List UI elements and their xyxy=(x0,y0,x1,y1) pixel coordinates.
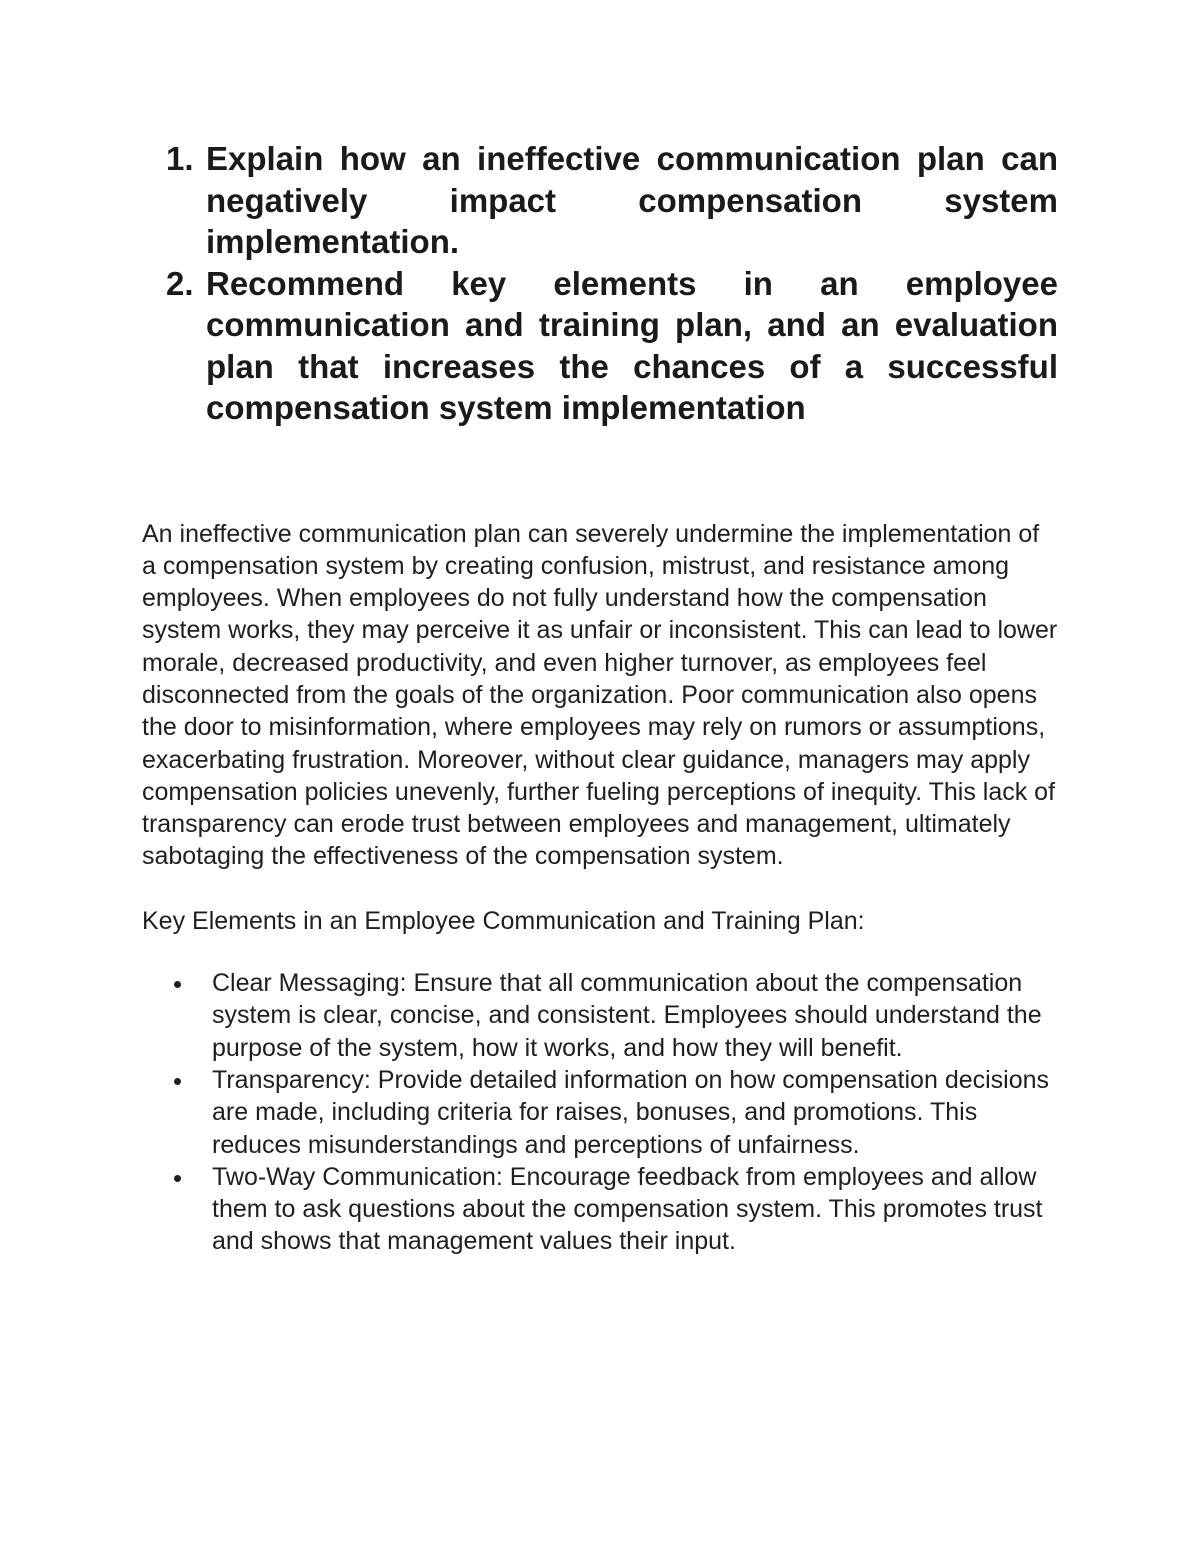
answer-paragraph: An ineffective communication plan can severely undermine the implementation of a compensation system by creating confusion, mistrust, and resistance among employees. When employees do not fully understand how the compensation system works, they may perceive it as unfair or inconsistent. This can lead to lower morale, decreased productivity, and even higher turnover, as employees feel disconnected from the goals of the organization. Poor communication also opens the door to misinformation, where employees may rely on rumors or assumptions, exacerbating frustration. Moreover, without clear guidance, managers may apply compensation policies unevenly, further fueling perceptions of inequity. This lack of transparency can erode trust between employees and management, ultimately sabotaging the effectiveness of the compensation system. xyxy=(142,519,1058,871)
bullet-item xyxy=(142,1064,1058,1161)
question-list xyxy=(142,138,1058,429)
question-item xyxy=(142,138,1058,263)
question-text: Recommend key elements in an employee communication and training plan, and an evaluation plan that increases the chances of a successful compensation system implementation xyxy=(206,264,1058,426)
question-text: Explain how an ineffective communication plan can negatively impact compensation system implementation. xyxy=(206,140,1058,260)
bullet-text: Transparency: Provide detailed information on how compensation decisions are made, including criteria for raises, bonuses, and promotions. This reduces misunderstandings and perceptions of unfairness. xyxy=(212,1065,1050,1159)
bullet-dot-icon xyxy=(174,981,181,988)
bullet-dot-icon xyxy=(174,1078,181,1085)
section-heading: Key Elements in an Employee Communication and Training Plan: xyxy=(142,906,865,935)
question-number: 2. xyxy=(166,264,194,302)
bullet-item xyxy=(142,967,1058,1064)
document-page xyxy=(142,138,1058,1258)
bullet-list xyxy=(142,967,1058,1258)
bullet-dot-icon xyxy=(174,1175,181,1182)
bullet-item xyxy=(142,1161,1058,1258)
bullet-text: Two-Way Communication: Encourage feedback from employees and allow them to ask questions about the compensation system. This promotes trust and shows that management values their input. xyxy=(212,1162,1043,1256)
bullet-text: Clear Messaging: Ensure that all communication about the compensation system is clear, concise, and consistent. Employees should understand the purpose of the system, how it works, and how they will benefit. xyxy=(212,969,1042,1062)
question-item xyxy=(142,263,1058,429)
question-number: 1. xyxy=(166,140,194,177)
